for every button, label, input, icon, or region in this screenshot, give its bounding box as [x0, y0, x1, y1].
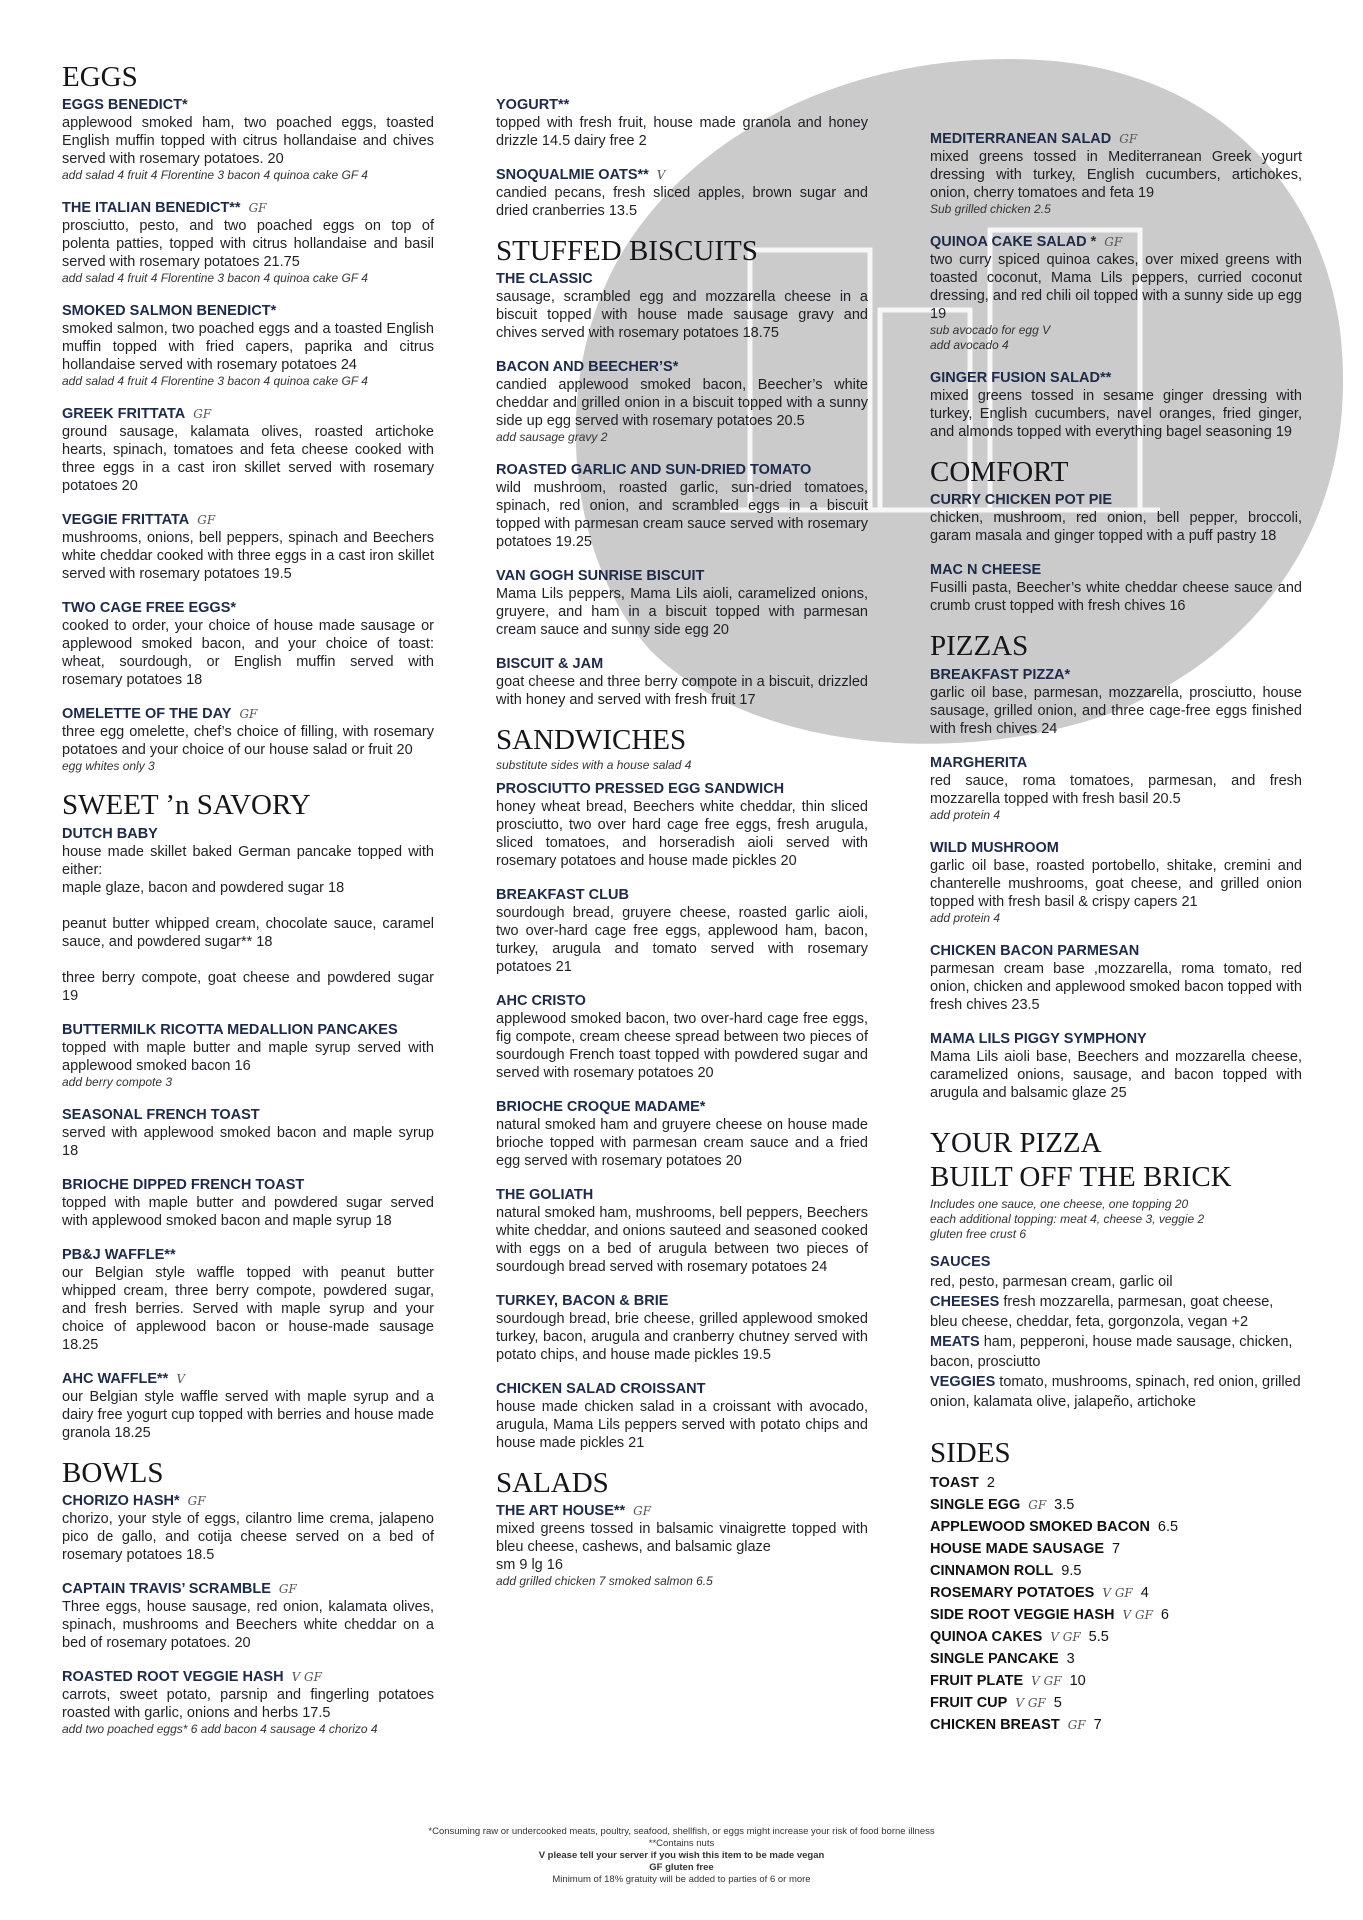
menu-item-name	[496, 1186, 868, 1204]
side-item	[930, 1648, 1302, 1670]
menu-item-description: garlic oil base, parmesan, mozzarella, prosciutto, house sausage, grilled onion, and three cage-free eggs finished with fresh chives 24	[930, 684, 1302, 737]
side-item-price: 5.5	[1088, 1629, 1109, 1646]
menu-item-title: BRIOCHE DIPPED FRENCH TOAST	[62, 1176, 305, 1193]
menu-item-title: BACON AND BEECHER’S*	[496, 359, 679, 376]
menu-item-name	[496, 461, 868, 479]
menu-item	[496, 96, 868, 150]
build-note: Includes one sauce, one cheese, one topping 20 each additional topping: meat 4, cheese 3, veggie 2 gluten free crust 6	[930, 1196, 1205, 1241]
footer-gratuity: Minimum of 18% gratuity will be added to parties of 6 or more	[552, 1874, 811, 1885]
side-item	[930, 1494, 1302, 1516]
menu-item-title: ROASTED GARLIC AND SUN-DRIED TOMATO	[496, 462, 812, 479]
dietary-tag: GF	[1067, 1718, 1086, 1733]
dietary-tag: V	[656, 168, 666, 182]
dietary-tag: GF	[193, 407, 212, 422]
section-title: SWEET ’n SAVORY	[62, 789, 311, 822]
menu-item-title: BUTTERMILK RICOTTA MEDALLION PANCAKES	[62, 1021, 398, 1038]
side-item-name: SINGLE PANCAKE	[930, 1651, 1059, 1668]
menu-item-title: THE ART HOUSE**	[496, 1503, 626, 1520]
section-title: COMFORT	[930, 456, 1069, 488]
menu-item	[496, 1380, 868, 1452]
side-item-name: HOUSE MADE SAUSAGE	[930, 1541, 1105, 1558]
menu-item	[930, 233, 1302, 353]
section-title: SANDWICHES	[496, 724, 687, 757]
menu-item-description: chorizo, your style of eggs, cilantro lime crema, jalapeno pico de gallo, and cotija cheese served on a bed of rosemary potatoes 18.5	[62, 1511, 434, 1564]
menu-item-name	[496, 270, 868, 288]
menu-item-description: parmesan cream base ,mozzarella, roma tomato, red onion, chicken and applewood smoked bacon topped with fresh chives 23.5	[930, 960, 1302, 1013]
menu-item-name	[62, 1370, 434, 1388]
side-item-name: QUINOA CAKES	[930, 1629, 1043, 1646]
menu-item	[62, 1668, 434, 1737]
menu-item-title: THE GOLIATH	[496, 1186, 594, 1203]
menu-item-description: two curry spiced quinoa cakes, over mixed greens with toasted coconut, Mama Lils peppers, curried coconut dressing, and red chili oil topped with a sunny side up egg 19	[930, 252, 1302, 322]
footer-gluten-free: GF gluten free	[649, 1862, 714, 1873]
menu-item-description: candied pecans, fresh sliced apples, brown sugar and dried cranberries 13.5	[496, 185, 868, 219]
menu-column-middle	[496, 96, 868, 1605]
menu-item-title: OMELETTE OF THE DAY	[62, 706, 232, 723]
menu-item-title: MEDITERRANEAN SALAD	[930, 131, 1112, 147]
menu-item	[930, 754, 1302, 823]
menu-item-name	[930, 233, 1302, 251]
menu-item-description: applewood smoked bacon, two over-hard cage free eggs, fig compote, cream cheese spread between two pieces of sourdough French toast topped with powdered sugar and served with rosemary potatoes 20	[496, 1010, 868, 1081]
menu-item-name	[62, 1021, 434, 1039]
menu-item-title: BREAKFAST CLUB	[496, 886, 629, 903]
menu-item-name	[496, 1380, 868, 1398]
menu-item-name	[62, 1176, 434, 1194]
menu-item-name	[930, 1030, 1302, 1048]
menu-item-title: GINGER FUSION SALAD**	[930, 370, 1112, 386]
side-item	[930, 1670, 1302, 1692]
pizzas-section	[930, 631, 1302, 1101]
menu-item-title: PB&J WAFFLE**	[62, 1246, 176, 1263]
menu-item-name	[496, 96, 868, 114]
section-title: BUILT OFF THE BRICK	[930, 1161, 1232, 1194]
menu-item-note: add protein 4	[930, 910, 1001, 925]
menu-item	[496, 461, 868, 551]
menu-item-description: mixed greens tossed in sesame ginger dressing with turkey, English cucumbers, navel oranges, fried ginger, and almonds topped with everything bagel seasoning 19	[930, 388, 1302, 440]
menu-item-name	[496, 1502, 868, 1520]
menu-item	[62, 1021, 434, 1090]
sauces-label: SAUCES	[930, 1253, 991, 1270]
menu-item-description: Mama Lils aioli base, Beechers and mozzarella cheese, caramelized onions, sausage, and bacon topped with arugula and balsamic glaze 25	[930, 1048, 1302, 1101]
side-item	[930, 1472, 1302, 1494]
side-item-name: ROSEMARY POTATOES	[930, 1585, 1095, 1602]
menu-item-title: THE ITALIAN BENEDICT**	[62, 200, 241, 217]
menu-item-title: VAN GOGH SUNRISE BISCUIT	[496, 568, 705, 585]
menu-item	[496, 1502, 868, 1589]
meats-list: ham, pepperoni, house made sausage, chicken, bacon, prosciutto	[930, 1333, 1293, 1370]
menu-item-title: BRIOCHE CROQUE MADAME*	[496, 1098, 706, 1115]
menu-item-description: sourdough bread, gruyere cheese, roasted garlic aioli, two over-hard cage free eggs, applewood ham, bacon, turkey, arugula and tomato served with rosemary potatoes 21	[496, 904, 868, 975]
menu-item-note: add two poached eggs* 6 add bacon 4 sausage 4 chorizo 4	[62, 1722, 378, 1737]
menu-item-title: PROSCIUTTO PRESSED EGG SANDWICH	[496, 780, 785, 797]
menu-item	[62, 1580, 434, 1652]
menu-item	[62, 1176, 434, 1230]
menu-item-name	[62, 825, 434, 843]
menu-item-name	[62, 599, 434, 617]
dietary-tag: GF	[187, 1494, 206, 1509]
side-item-name: TOAST	[930, 1475, 979, 1492]
veggies-line	[930, 1372, 1302, 1412]
menu-item-description: applewood smoked ham, two poached eggs, toasted English muffin topped with citrus hollandaise and chives served with rosemary potatoes. 20	[62, 115, 434, 168]
menu-item	[62, 405, 434, 495]
menu-item	[496, 886, 868, 976]
menu-item-description: sausage, scrambled egg and mozzarella cheese in a biscuit topped with house made sausage gravy and chives served with rosemary potatoes 18.75	[496, 289, 868, 342]
menu-item-name	[496, 166, 868, 184]
side-item	[930, 1582, 1302, 1604]
menu-item-title: BREAKFAST PIZZA*	[930, 666, 1071, 683]
menu-item-name	[930, 839, 1302, 857]
side-item-name: CHICKEN BREAST	[930, 1717, 1060, 1734]
menu-item-name	[930, 666, 1302, 684]
cheeses-list: fresh mozzarella, parmesan, goat cheese, bleu cheese, cheddar, feta, gorgonzola, vegan +2	[930, 1293, 1274, 1330]
side-item-price: 4	[1140, 1585, 1149, 1602]
menu-item	[496, 1098, 868, 1170]
section-title: SIDES	[930, 1436, 1011, 1469]
comfort-section	[930, 457, 1302, 615]
menu-item-name	[930, 942, 1302, 960]
menu-item-description: sourdough bread, brie cheese, grilled applewood smoked turkey, bacon, arugula and cranberry chutney served with potato chips, and house made pickles 19.5	[496, 1310, 868, 1363]
side-item-price: 5	[1053, 1695, 1062, 1712]
section-note: substitute sides with a house salad 4	[496, 757, 692, 772]
menu-item-description: Fusilli pasta, Beecher’s white cheddar cheese sauce and crumb crust topped with fresh chives 16	[930, 580, 1302, 615]
menu-item-name	[62, 405, 434, 423]
menu-item-title: QUINOA CAKE SALAD *	[930, 234, 1097, 250]
menu-item-name	[62, 1580, 434, 1598]
menu-item-title: CAPTAIN TRAVIS’ SCRAMBLE	[62, 1581, 271, 1598]
side-item-price: 7	[1112, 1541, 1121, 1558]
menu-item-description: house made chicken salad in a croissant with avocado, arugula, Mama Lils peppers served with potato chips and house made pickles 21	[496, 1398, 868, 1451]
menu-item-name	[62, 1246, 434, 1264]
section-title: PIZZAS	[930, 630, 1029, 663]
side-item-name: SIDE ROOT VEGGIE HASH	[930, 1607, 1115, 1624]
menu-item-title: MARGHERITA	[930, 754, 1028, 771]
menu-item-name	[930, 491, 1302, 509]
menu-item-description: served with applewood smoked bacon and maple syrup 18	[62, 1124, 434, 1159]
dietary-tag: V	[176, 1371, 186, 1386]
side-item-price: 2	[986, 1475, 995, 1492]
menu-item-title: THE CLASSIC	[496, 271, 593, 288]
menu-item	[496, 166, 868, 220]
menu-item-description: mixed greens tossed in Mediterranean Greek yogurt dressing with turkey, English cucumbers, artichokes, onion, cherry tomatoes and feta 19	[930, 149, 1302, 201]
menu-item	[930, 1030, 1302, 1102]
side-item	[930, 1626, 1302, 1648]
menu-item-title: CURRY CHICKEN POT PIE	[930, 492, 1113, 509]
menu-footer	[0, 1826, 1363, 1886]
menu-item-description: topped with maple butter and powdered sugar served with applewood smoked bacon and maple syrup 18	[62, 1194, 434, 1229]
menu-item-note: add salad 4 fruit 4 Florentine 3 bacon 4 quinoa cake GF 4	[62, 168, 368, 183]
menu-item	[930, 130, 1302, 217]
menu-item-title: AHC WAFFLE**	[62, 1370, 169, 1387]
menu-item-name	[496, 1292, 868, 1310]
veggies-label: VEGGIES	[930, 1373, 996, 1390]
menu-item	[930, 491, 1302, 545]
menu-item	[62, 511, 434, 583]
menu-item-description: carrots, sweet potato, parsnip and fingerling potatoes roasted with garlic, onions and herbs 17.5	[62, 1687, 434, 1722]
section-title: STUFFED BISCUITS	[496, 235, 758, 267]
bowls-section	[62, 1458, 434, 1737]
dietary-tag: GF	[239, 707, 258, 722]
dietary-tag: GF	[197, 513, 216, 528]
dietary-tag: V GF	[291, 1670, 322, 1685]
menu-item	[496, 1292, 868, 1364]
menu-item-name	[496, 992, 868, 1010]
side-item	[930, 1692, 1302, 1714]
menu-item-title: SEASONAL FRENCH TOAST	[62, 1106, 260, 1123]
dietary-tag: V GF	[1031, 1674, 1062, 1689]
menu-item	[496, 992, 868, 1082]
side-item	[930, 1604, 1302, 1626]
sandwiches-section	[496, 725, 868, 1451]
dietary-tag: GF	[1028, 1498, 1047, 1513]
menu-item-name	[62, 96, 434, 114]
menu-item	[62, 1246, 434, 1354]
menu-item-description: our Belgian style waffle topped with peanut butter whipped cream, three berry compote, powdered sugar, and fresh berries. Served with maple syrup and your choice of applewood bacon or house-made sausage 18.25	[62, 1264, 434, 1353]
sauces-list: red, pesto, parmesan cream, garlic oil	[930, 1273, 1173, 1290]
menu-item-name	[930, 561, 1302, 579]
menu-item-name	[62, 1106, 434, 1124]
side-item-price: 6.5	[1157, 1519, 1179, 1536]
veggies-list: tomato, mushrooms, spinach, red onion, grilled onion, kalamata olive, jalapeño, artichoke	[930, 1373, 1301, 1410]
menu-item-name	[62, 511, 434, 529]
cheeses-label: CHEESES	[930, 1293, 1000, 1310]
menu-item-description: wild mushroom, roasted garlic, sun-dried tomatoes, spinach, red onion, and scrambled eggs in a biscuit topped with parmesan cream sauce served with rosemary potatoes 19.25	[496, 480, 868, 551]
menu-item	[62, 1106, 434, 1160]
footer-nuts: **Contains nuts	[648, 1838, 715, 1849]
menu-item-description: natural smoked ham, mushrooms, bell peppers, Beechers white cheddar, and onions sauteed and seasoned cooked with eggs on a bed of arugula between two pieces of sourdough bread served with rosemary potatoes 24	[496, 1204, 868, 1275]
menu-item	[62, 1492, 434, 1564]
menu-item-description: candied applewood smoked bacon, Beecher’s white cheddar and grilled onion in a biscuit topped with a sunny side up egg served with rosemary potatoes 20.5	[496, 377, 868, 430]
menu-item	[930, 666, 1302, 738]
side-item-price: 7	[1093, 1717, 1102, 1734]
menu-item-title: YOGURT**	[496, 97, 570, 113]
menu-item-title: MAC N CHEESE	[930, 562, 1042, 579]
eggs-section	[62, 62, 434, 774]
menu-item-note: add sausage gravy 2	[496, 430, 608, 445]
menu-item	[62, 96, 434, 183]
menu-item	[930, 561, 1302, 615]
menu-item-title: TURKEY, BACON & BRIE	[496, 1292, 669, 1309]
sauces-line	[930, 1252, 1302, 1272]
menu-item	[62, 599, 434, 689]
menu-item-description: smoked salmon, two poached eggs and a toasted English muffin topped with fried capers, paprika and citrus hollandaise served with rosemary potatoes 24	[62, 321, 434, 374]
section-title: SALADS	[496, 1466, 609, 1499]
menu-item-title: MAMA LILS PIGGY SYMPHONY	[930, 1030, 1147, 1047]
side-item-name: CINNAMON ROLL	[930, 1563, 1054, 1580]
menu-item-title: BISCUIT & JAM	[496, 656, 604, 673]
menu-item-title: SMOKED SALMON BENEDICT*	[62, 303, 277, 320]
dietary-tag: GF	[278, 1582, 297, 1597]
side-item	[930, 1516, 1302, 1538]
side-item-name: APPLEWOOD SMOKED BACON	[930, 1519, 1150, 1536]
menu-item-note: add protein 4	[930, 807, 1001, 822]
side-item-price: 9.5	[1061, 1563, 1082, 1580]
side-item	[930, 1714, 1302, 1736]
side-item	[930, 1538, 1302, 1560]
menu-item-title: VEGGIE FRITTATA	[62, 512, 190, 529]
dietary-tag: V GF	[1122, 1608, 1153, 1623]
side-item-price: 3	[1066, 1651, 1075, 1668]
menu-item-title: GREEK FRITTATA	[62, 406, 186, 423]
build-pizza-section	[930, 1128, 1302, 1412]
menu-item	[930, 839, 1302, 926]
side-item-price: 6	[1160, 1607, 1169, 1624]
sweet-section	[62, 790, 434, 1441]
menu-item	[62, 199, 434, 286]
menu-item-description: cooked to order, your choice of house made sausage or applewood smoked bacon, and your choice of toast: wheat, sourdough, or English muffin served with rosemary potatoes 18	[62, 618, 434, 689]
menu-item	[496, 270, 868, 342]
side-item	[930, 1560, 1302, 1582]
menu-item-name	[496, 886, 868, 904]
dietary-tag: V GF	[1102, 1586, 1133, 1601]
menu-item-name	[62, 302, 434, 320]
side-item-price: 10	[1069, 1673, 1086, 1690]
menu-item-description: garlic oil base, roasted portobello, shitake, cremini and chanterelle mushrooms, goat cheese, and grilled onion topped with fresh basil & crispy capers 21	[930, 857, 1302, 910]
section-title: EGGS	[62, 61, 138, 93]
menu-item	[62, 705, 434, 774]
menu-item-title: SNOQUALMIE OATS**	[496, 167, 649, 183]
menu-column-right	[930, 130, 1302, 1736]
menu-item-name	[496, 567, 868, 585]
menu-item-description: Three eggs, house sausage, red onion, kalamata olives, spinach, mushrooms and Beechers white cheddar on a bed of rosemary potatoes. 20	[62, 1599, 434, 1652]
menu-item-name	[62, 199, 434, 217]
salads-section	[496, 1468, 868, 1589]
sides-section	[930, 1438, 1302, 1736]
menu-item-description: goat cheese and three berry compote in a biscuit, drizzled with honey and served with fresh fruit 17	[496, 674, 868, 709]
menu-item-description: our Belgian style waffle served with maple syrup and a dairy free yogurt cup topped with berries and house made granola 18.25	[62, 1388, 434, 1441]
menu-item-description: three egg omelette, chef’s choice of filling, with rosemary potatoes and your choice of our house salad or fruit 20	[62, 724, 434, 759]
menu-item-name	[930, 130, 1302, 148]
section-title: BOWLS	[62, 1456, 164, 1489]
menu-item-name	[496, 1098, 868, 1116]
menu-item	[496, 655, 868, 709]
menu-item-title: AHC CRISTO	[496, 992, 586, 1009]
menu-item-name	[930, 754, 1302, 772]
menu-item	[62, 825, 434, 1005]
menu-column-left	[62, 62, 434, 1753]
menu-item-description: mixed greens tossed in balsamic vinaigrette topped with bleu cheese, cashews, and balsamic glaze sm 9 lg 16	[496, 1521, 868, 1574]
menu-item-title: CHORIZO HASH*	[62, 1493, 180, 1510]
side-item-name: FRUIT CUP	[930, 1695, 1008, 1712]
menu-item	[496, 358, 868, 445]
menu-item-title: EGGS BENEDICT*	[62, 97, 188, 114]
menu-item-note: Sub grilled chicken 2.5	[930, 202, 1051, 216]
menu-item-name	[496, 358, 868, 376]
menu-item-description: honey wheat bread, Beechers white cheddar, thin sliced prosciutto, two over hard cage free eggs, fresh arugula, sliced tomatoes, and horseradish aioli served with rosemary potatoes and house made pickles 20	[496, 798, 868, 869]
menu-item	[496, 567, 868, 639]
menu-item-title: DUTCH BABY	[62, 825, 158, 842]
menu-item-description: chicken, mushroom, red onion, bell pepper, broccoli, garam masala and ginger topped with a puff pastry 18	[930, 510, 1302, 545]
menu-item	[62, 1370, 434, 1442]
menu-item-note: add berry compote 3	[62, 1074, 173, 1089]
menu-item	[62, 302, 434, 389]
menu-item-name	[496, 655, 868, 673]
menu-item-description: ground sausage, kalamata olives, roasted artichoke hearts, spinach, tomatoes and feta cheese cooked with three eggs in a cast iron skillet served with rosemary potatoes 20	[62, 424, 434, 495]
menu-item-title: CHICKEN BACON PARMESAN	[930, 942, 1140, 959]
dietary-tag: GF	[633, 1504, 652, 1519]
menu-item-description: prosciutto, pesto, and two poached eggs on top of polenta patties, topped with citrus hollandaise and basil served with rosemary potatoes 21.75	[62, 218, 434, 271]
dietary-tag: GF	[1119, 132, 1138, 146]
menu-item-description: mushrooms, onions, bell peppers, spinach and Beechers white cheddar cooked with three eggs in a cast iron skillet served with rosemary potatoes 19.5	[62, 530, 434, 583]
menu-item	[496, 780, 868, 870]
menu-item-note: add salad 4 fruit 4 Florentine 3 bacon 4 quinoa cake GF 4	[62, 374, 368, 389]
menu-item-title: ROASTED ROOT VEGGIE HASH	[62, 1669, 284, 1686]
menu-item-name	[62, 1492, 434, 1510]
menu-item-name	[62, 705, 434, 723]
dietary-tag: V GF	[1050, 1630, 1081, 1645]
menu-item-description: red sauce, roma tomatoes, parmesan, and fresh mozzarella topped with fresh basil 20.5	[930, 772, 1302, 807]
menu-item-note: add grilled chicken 7 smoked salmon 6.5	[496, 1574, 713, 1589]
footer-vegan: V please tell your server if you wish this item to be made vegan	[538, 1850, 825, 1861]
menu-item-title: TWO CAGE FREE EGGS*	[62, 600, 237, 617]
menu-item	[930, 942, 1302, 1014]
dietary-tag: GF	[1104, 235, 1123, 249]
menu-item-description: Mama Lils peppers, Mama Lils aioli, caramelized onions, gruyere, and ham in a biscuit topped with parmesan cream sauce and sunny side egg 20	[496, 586, 868, 639]
biscuits-section	[496, 236, 868, 709]
side-item-name: FRUIT PLATE	[930, 1673, 1024, 1690]
menu-item-description: topped with fresh fruit, house made granola and honey drizzle 14.5 dairy free 2	[496, 115, 868, 149]
menu-item-name	[62, 1668, 434, 1686]
cheeses-line	[930, 1292, 1302, 1332]
menu-item	[496, 1186, 868, 1276]
menu-item-note: add salad 4 fruit 4 Florentine 3 bacon 4 quinoa cake GF 4	[62, 271, 368, 286]
section-title: YOUR PIZZA	[930, 1126, 1102, 1159]
dietary-tag: GF	[248, 201, 267, 216]
menu-item-title: WILD MUSHROOM	[930, 839, 1059, 856]
side-item-name: SINGLE EGG	[930, 1497, 1021, 1514]
menu-item-note: egg whites only 3	[62, 759, 155, 774]
side-item-price: 3.5	[1054, 1497, 1075, 1514]
menu-item-description: house made skillet baked German pancake topped with either: maple glaze, bacon and powdered sugar 18 peanut butter whipped cream, chocolate sauce, caramel sauce, and powdered sugar** 18 three berry compote, goat cheese and powdered sugar 19	[62, 843, 434, 1004]
dietary-tag: V GF	[1015, 1696, 1046, 1711]
menu-item-title: CHICKEN SALAD CROISSANT	[496, 1380, 706, 1397]
meats-line	[930, 1332, 1302, 1372]
menu-item-description: topped with maple butter and maple syrup served with applewood smoked bacon 16	[62, 1039, 434, 1074]
menu-item-note: sub avocado for egg V add avocado 4	[930, 323, 1051, 352]
meats-label: MEATS	[930, 1333, 980, 1350]
menu-item-description: natural smoked ham and gruyere cheese on house made brioche topped with parmesan cream sauce and a fried egg served with rosemary potatoes 20	[496, 1116, 868, 1169]
menu-item-name	[496, 780, 868, 798]
menu-item	[930, 369, 1302, 441]
menu-item-name	[930, 369, 1302, 387]
footer-raw-warning: *Consuming raw or undercooked meats, poultry, seafood, shellfish, or eggs might increase your risk of food borne illness	[428, 1826, 935, 1837]
